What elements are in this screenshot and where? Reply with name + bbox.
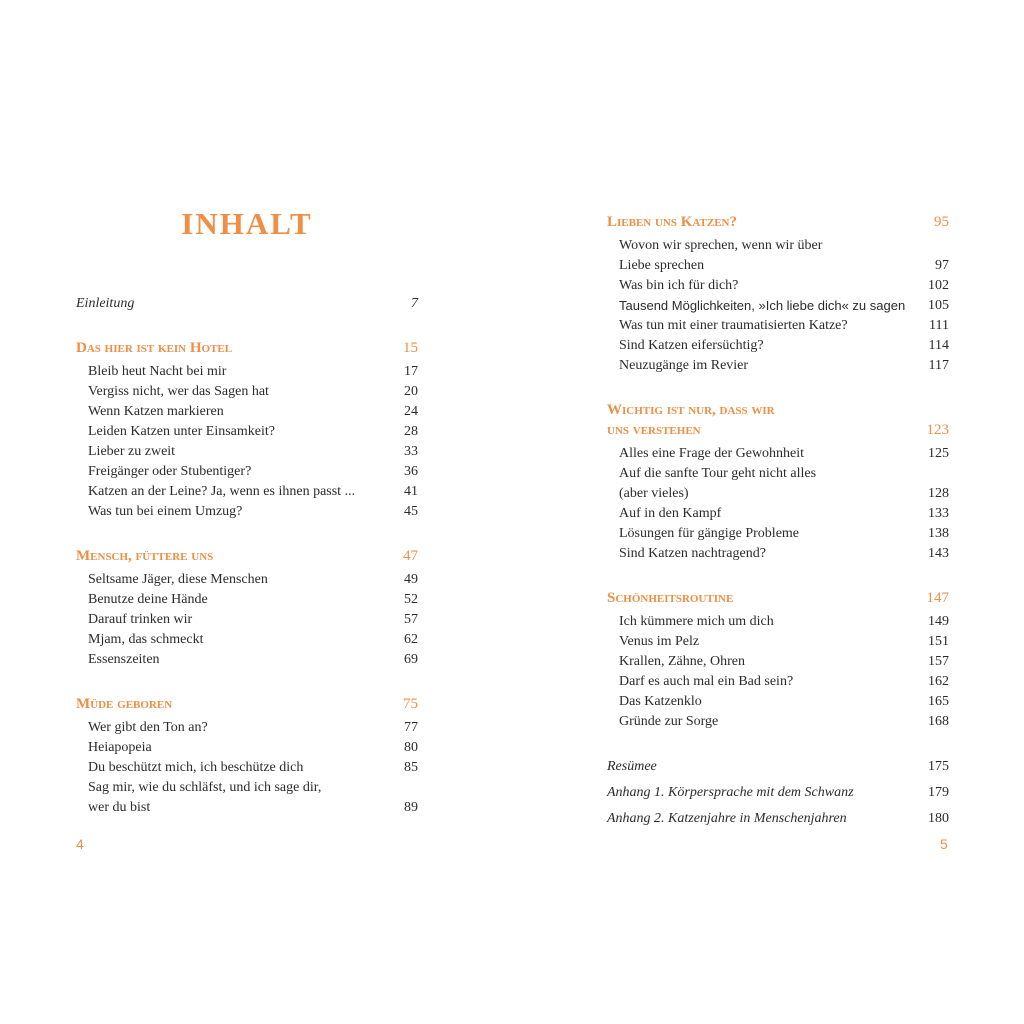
section-title: Das hier ist kein Hotel (76, 340, 233, 356)
toc-entry[interactable] (76, 422, 418, 442)
toc-entry[interactable] (607, 652, 949, 672)
toc-entry-label: Wenn Katzen markieren (88, 404, 224, 419)
toc-entry[interactable] (607, 504, 949, 524)
section-title: Müde geboren (76, 696, 173, 712)
toc-entry[interactable] (607, 692, 949, 712)
toc-entry[interactable] (607, 632, 949, 652)
toc-section (607, 400, 949, 564)
toc-entry-page: 52 (404, 592, 418, 607)
toc-entry-page: 175 (928, 759, 949, 774)
toc-entry-label: Sind Katzen nachtragend? (619, 546, 766, 561)
toc-entry-label: Krallen, Zähne, Ohren (619, 654, 745, 669)
toc-entry-page: 149 (928, 614, 949, 629)
toc-entry[interactable] (76, 778, 418, 818)
toc-entry-label: Sind Katzen eifersüchtig? (619, 338, 764, 353)
toc-entry-page: 125 (928, 446, 949, 461)
back-matter-entry[interactable] (607, 783, 949, 803)
toc-entry-label: Auf in den Kampf (619, 506, 722, 521)
toc-entry[interactable] (76, 462, 418, 482)
toc-entry-page: 162 (928, 674, 949, 689)
section-title: Wichtig ist nur, dass wir uns verstehen (607, 402, 775, 438)
toc-entry-page: 28 (404, 424, 418, 439)
section-heading[interactable] (607, 588, 949, 608)
toc-entry[interactable] (76, 482, 418, 502)
toc-entry-label: Du beschützt mich, ich beschütze dich (88, 760, 304, 775)
toc-entry-page: 117 (928, 358, 949, 373)
toc-entry[interactable] (76, 402, 418, 422)
toc-entry-page: 97 (935, 258, 949, 273)
toc-entry-label: Mjam, das schmeckt (88, 632, 204, 647)
toc-entry-label: Das Katzenklo (619, 694, 702, 709)
toc-entry[interactable] (76, 738, 418, 758)
toc-entry-label: Freigänger oder Stubentiger? (88, 464, 252, 479)
section-page: 123 (926, 422, 949, 438)
toc-entry[interactable] (607, 444, 949, 464)
toc-entry-label: Alles eine Frage der Gewohnheit (619, 446, 805, 461)
toc-entry[interactable] (607, 276, 949, 296)
toc-entry-page: 77 (404, 720, 418, 735)
section-heading[interactable] (76, 694, 418, 714)
toc-entry-page: 128 (928, 486, 949, 501)
section-page: 147 (926, 590, 949, 606)
toc-entry-page: 41 (404, 484, 418, 499)
toc-entry-page: 85 (404, 760, 418, 775)
toc-entry[interactable] (76, 630, 418, 650)
right-page (512, 0, 1024, 1024)
back-matter-entry[interactable] (607, 809, 949, 829)
toc-entry-label: Anhang 2. Katzenjahre in Menschenjahren (607, 811, 847, 826)
toc-entry-page: 143 (928, 546, 949, 561)
toc-entry-page: 180 (928, 811, 949, 826)
toc-entry-page: 114 (928, 338, 949, 353)
toc-entry[interactable] (607, 356, 949, 376)
toc-entry-label: Bleib heut Nacht bei mir (88, 364, 227, 379)
toc-entry-label: Katzen an der Leine? Ja, wenn es ihnen passt ... (88, 484, 356, 499)
toc-entry-page: 36 (404, 464, 418, 479)
toc-entry-page: 165 (928, 694, 949, 709)
toc-entry-label: Resümee (607, 759, 657, 774)
toc-entry[interactable] (76, 758, 418, 778)
toc-left (76, 294, 418, 818)
toc-right (607, 212, 949, 835)
toc-entry[interactable] (607, 612, 949, 632)
toc-entry-label: Wovon wir sprechen, wenn wir über Liebe sprechen (619, 238, 823, 273)
section-title: Lieben uns Katzen? (607, 214, 737, 230)
toc-entry-label: Was bin ich für dich? (619, 278, 739, 293)
back-matter (607, 757, 949, 829)
toc-entry-page: 157 (928, 654, 949, 669)
section-page: 47 (403, 548, 418, 564)
toc-entry[interactable] (76, 570, 418, 590)
toc-entry-page: 57 (404, 612, 418, 627)
toc-entry-label: Heiapopeia (88, 740, 152, 755)
toc-entry-page: 24 (404, 404, 418, 419)
toc-section (76, 694, 418, 818)
toc-entry[interactable] (76, 382, 418, 402)
toc-section (76, 338, 418, 522)
section-page: 95 (934, 214, 949, 230)
toc-entry[interactable] (607, 236, 949, 276)
toc-entry-page: 89 (404, 800, 418, 815)
toc-entry-label: Was tun bei einem Umzug? (88, 504, 243, 519)
toc-entry-label: Vergiss nicht, wer das Sagen hat (88, 384, 269, 399)
toc-entry-label: Seltsame Jäger, diese Menschen (88, 572, 268, 587)
toc-entry[interactable] (76, 610, 418, 630)
toc-entry-label: Ich kümmere mich um dich (619, 614, 774, 629)
section-heading[interactable] (76, 338, 418, 358)
toc-entry-page: 69 (404, 652, 418, 667)
toc-entry-label: Darf es auch mal ein Bad sein? (619, 674, 794, 689)
toc-entry-label: Benutze deine Hände (88, 592, 208, 607)
toc-entry[interactable] (607, 672, 949, 692)
section-title: Schönheitsroutine (607, 590, 734, 606)
toc-entry-label: Venus im Pelz (619, 634, 700, 649)
toc-entry-label: Lösungen für gängige Probleme (619, 526, 800, 541)
toc-intro[interactable] (76, 294, 418, 314)
toc-entry[interactable] (76, 502, 418, 522)
toc-entry-label: Anhang 1. Körpersprache mit dem Schwanz (607, 785, 854, 800)
toc-entry[interactable] (76, 442, 418, 462)
toc-entry-page: 49 (404, 572, 418, 587)
toc-entry[interactable] (76, 590, 418, 610)
toc-section (76, 546, 418, 670)
toc-entry-label: Wer gibt den Ton an? (88, 720, 208, 735)
toc-entry-page: 80 (404, 740, 418, 755)
toc-entry-label: Was tun mit einer traumatisierten Katze? (619, 318, 848, 333)
toc-entry[interactable] (607, 316, 949, 336)
section-heading[interactable] (76, 546, 418, 566)
toc-entry[interactable] (76, 650, 418, 670)
toc-entry-page: 133 (928, 506, 949, 521)
section-title: Mensch, füttere uns (76, 548, 214, 564)
toc-entry[interactable] (607, 524, 949, 544)
toc-entry[interactable] (607, 712, 949, 732)
section-heading[interactable] (607, 212, 949, 232)
toc-entry-page: 20 (404, 384, 418, 399)
toc-entry-label: Gründe zur Sorge (619, 714, 719, 729)
section-page: 15 (403, 340, 418, 356)
toc-title: INHALT (181, 206, 313, 241)
toc-entry-page: 45 (404, 504, 418, 519)
toc-entry[interactable] (607, 296, 949, 316)
toc-entry-page: 33 (404, 444, 418, 459)
toc-entry-page: 105 (928, 298, 949, 313)
toc-entry-page: 111 (929, 318, 949, 333)
toc-entry-page: 7 (411, 296, 418, 311)
toc-entry-page: 62 (404, 632, 418, 647)
toc-entry[interactable] (607, 464, 949, 504)
toc-entry-page: 179 (928, 785, 949, 800)
toc-section (607, 212, 949, 376)
back-matter-entry[interactable] (607, 757, 949, 777)
toc-entry[interactable] (76, 718, 418, 738)
toc-entry-label: Lieber zu zweit (88, 444, 176, 459)
page-number: 5 (940, 836, 948, 852)
page-number: 4 (76, 836, 84, 852)
toc-entry-label: Leiden Katzen unter Einsamkeit? (88, 424, 275, 439)
toc-section (607, 588, 949, 732)
toc-entry[interactable] (607, 336, 949, 356)
toc-entry-label: Einleitung (76, 296, 135, 311)
toc-entry-page: 151 (928, 634, 949, 649)
toc-entry-label: Auf die sanfte Tour geht nicht alles (aber vieles) (619, 466, 817, 501)
toc-entry[interactable] (607, 544, 949, 564)
toc-entry-label: Tausend Möglichkeiten, »Ich liebe dich« zu sagen (619, 298, 906, 313)
toc-entry[interactable] (76, 362, 418, 382)
toc-entry-label: Sag mir, wie du schläfst, und ich sage dir, wer du bist (88, 780, 322, 815)
toc-entry-label: Essenszeiten (88, 652, 160, 667)
toc-entry-page: 138 (928, 526, 949, 541)
toc-entry-page: 17 (404, 364, 418, 379)
section-heading[interactable] (607, 400, 949, 440)
section-page: 75 (403, 696, 418, 712)
toc-entry-page: 102 (928, 278, 949, 293)
toc-entry-label: Darauf trinken wir (88, 612, 193, 627)
toc-entry-page: 168 (928, 714, 949, 729)
toc-entry-label: Neuzugänge im Revier (619, 358, 749, 373)
